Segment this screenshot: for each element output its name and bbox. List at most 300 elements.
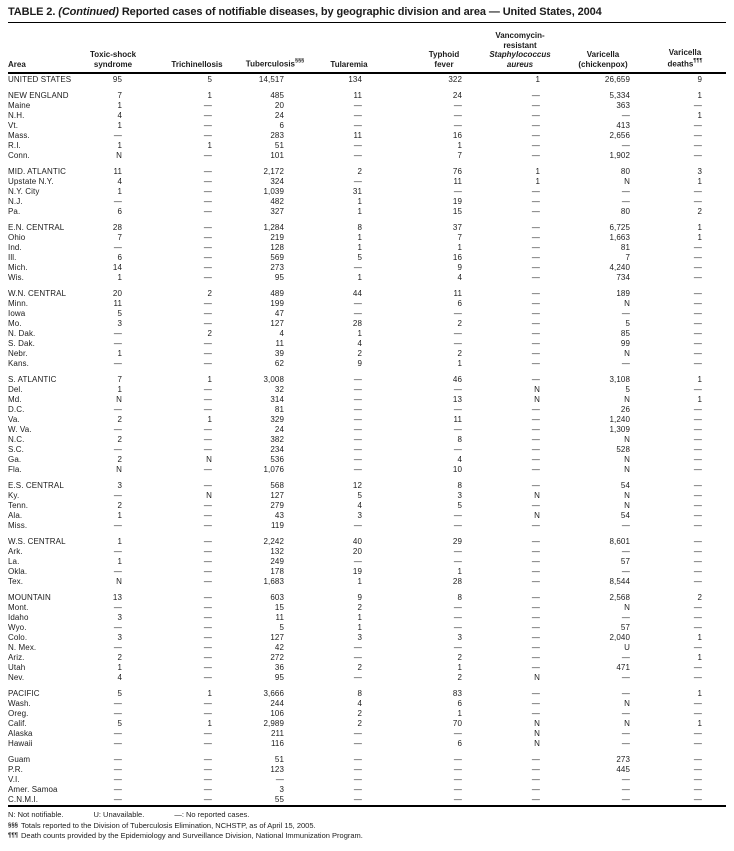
value-cell-vrsa: — bbox=[531, 785, 540, 794]
table-row bbox=[8, 643, 726, 653]
value-cell-typhoid: — bbox=[453, 613, 462, 622]
value-cell-typhoid: 1 bbox=[457, 243, 462, 252]
area-cell: MID. ATLANTIC bbox=[8, 167, 67, 176]
value-cell-vrsa: — bbox=[531, 633, 540, 642]
area-cell: Guam bbox=[8, 755, 31, 764]
value-cell-tular: 4 bbox=[357, 339, 362, 348]
value-cell-vdeaths: 1 bbox=[697, 91, 702, 100]
value-cell-tular: 44 bbox=[352, 289, 362, 298]
area-cell: W. Va. bbox=[8, 425, 32, 434]
value-cell-tular: 1 bbox=[357, 577, 362, 586]
value-cell-tss: 1 bbox=[117, 511, 122, 520]
value-cell-tss: 2 bbox=[117, 501, 122, 510]
value-cell-tular: 2 bbox=[357, 719, 362, 728]
value-cell-vdeaths: — bbox=[693, 557, 702, 566]
value-cell-tb: 6 bbox=[279, 121, 284, 130]
area-cell: Fla. bbox=[8, 465, 22, 474]
value-cell-varicella: 2,568 bbox=[609, 593, 630, 602]
value-cell-varicella: 1,902 bbox=[609, 151, 630, 160]
value-cell-tss: 2 bbox=[117, 435, 122, 444]
value-cell-vrsa: — bbox=[531, 253, 540, 262]
value-cell-typhoid: 8 bbox=[457, 481, 462, 490]
value-cell-tss: 11 bbox=[113, 167, 122, 176]
value-cell-typhoid: — bbox=[453, 309, 462, 318]
area-cell: Nev. bbox=[8, 673, 25, 682]
table-row bbox=[8, 233, 726, 243]
table-title-text: Reported cases of notifiable diseases, by geographic division and area — United States, 2004 bbox=[121, 6, 602, 18]
value-cell-varicella: 2,656 bbox=[609, 131, 630, 140]
value-cell-tular: — bbox=[353, 385, 362, 394]
table-row bbox=[8, 405, 726, 415]
value-cell-vrsa: — bbox=[531, 243, 540, 252]
value-cell-trich: — bbox=[203, 101, 212, 110]
value-cell-vrsa: — bbox=[531, 643, 540, 652]
value-cell-tular: — bbox=[353, 755, 362, 764]
area-cell: S. Dak. bbox=[8, 339, 35, 348]
value-cell-trich: 5 bbox=[207, 75, 212, 84]
footnote-tuberculosis-text: Totals reported to the Division of Tuberculosis Elimination, NCHSTP, as of April 15, 2005. bbox=[21, 820, 316, 830]
value-cell-vdeaths: 2 bbox=[697, 207, 702, 216]
value-cell-tss: 95 bbox=[112, 75, 122, 84]
value-cell-vrsa: — bbox=[531, 521, 540, 530]
value-cell-tb: 211 bbox=[270, 729, 284, 738]
value-cell-tular: 134 bbox=[348, 75, 362, 84]
value-cell-trich: — bbox=[203, 739, 212, 748]
value-cell-vrsa: — bbox=[531, 375, 540, 384]
area-cell: Ill. bbox=[8, 253, 17, 262]
footnote-tuberculosis bbox=[8, 821, 726, 832]
value-cell-varicella: — bbox=[621, 775, 630, 784]
area-cell: Conn. bbox=[8, 151, 30, 160]
value-cell-typhoid: 322 bbox=[448, 75, 462, 84]
value-cell-typhoid: — bbox=[453, 425, 462, 434]
value-cell-varicella: 3,108 bbox=[609, 375, 630, 384]
area-cell: N.H. bbox=[8, 111, 25, 120]
table-row bbox=[8, 299, 726, 309]
area-cell: P.R. bbox=[8, 765, 23, 774]
value-cell-tss: 14 bbox=[112, 263, 122, 272]
value-cell-tss: — bbox=[113, 359, 122, 368]
table-row bbox=[8, 709, 726, 719]
value-cell-typhoid: 24 bbox=[452, 91, 462, 100]
value-cell-tular: 28 bbox=[352, 319, 362, 328]
table-row bbox=[8, 729, 726, 739]
value-cell-vrsa: — bbox=[531, 465, 540, 474]
value-cell-tss: — bbox=[113, 405, 122, 414]
value-cell-trich: — bbox=[203, 537, 212, 546]
value-cell-varicella: 445 bbox=[616, 765, 630, 774]
value-cell-typhoid: 11 bbox=[453, 177, 462, 186]
value-cell-vrsa: — bbox=[531, 765, 540, 774]
value-cell-tular: 4 bbox=[357, 501, 362, 510]
table-row bbox=[8, 349, 726, 359]
value-cell-tb: 199 bbox=[270, 299, 284, 308]
value-cell-tb: 15 bbox=[274, 603, 284, 612]
table-row bbox=[8, 385, 726, 395]
value-cell-vdeaths: — bbox=[693, 795, 702, 804]
value-cell-trich: — bbox=[203, 709, 212, 718]
value-cell-tss: 6 bbox=[117, 253, 122, 262]
value-cell-typhoid: 5 bbox=[457, 501, 462, 510]
value-cell-vrsa: — bbox=[531, 197, 540, 206]
value-cell-tss: 2 bbox=[117, 653, 122, 662]
value-cell-typhoid: 4 bbox=[457, 273, 462, 282]
area-cell: N.Y. City bbox=[8, 187, 40, 196]
value-cell-tular: — bbox=[353, 415, 362, 424]
value-cell-tss: 1 bbox=[117, 537, 122, 546]
value-cell-typhoid: 16 bbox=[452, 253, 462, 262]
value-cell-typhoid: 19 bbox=[452, 197, 462, 206]
table-row bbox=[8, 319, 726, 329]
value-cell-tss: 1 bbox=[117, 663, 122, 672]
value-cell-trich: 1 bbox=[207, 689, 212, 698]
value-cell-tb: 95 bbox=[274, 273, 284, 282]
value-cell-varicella: — bbox=[621, 547, 630, 556]
value-cell-vrsa: — bbox=[531, 577, 540, 586]
value-cell-trich: — bbox=[203, 243, 212, 252]
value-cell-vdeaths: — bbox=[693, 567, 702, 576]
value-cell-typhoid: 2 bbox=[457, 349, 462, 358]
value-cell-tb: 489 bbox=[270, 289, 284, 298]
value-cell-tss: 3 bbox=[117, 481, 122, 490]
value-cell-trich: — bbox=[203, 359, 212, 368]
area-cell: Upstate N.Y. bbox=[8, 177, 54, 186]
area-cell: Ind. bbox=[8, 243, 22, 252]
area-cell: Md. bbox=[8, 395, 22, 404]
value-cell-varicella: — bbox=[621, 673, 630, 682]
value-cell-tss: 1 bbox=[117, 141, 122, 150]
table-row bbox=[8, 177, 726, 187]
value-cell-varicella: 7 bbox=[625, 253, 630, 262]
table-row bbox=[8, 131, 726, 141]
value-cell-tb: 101 bbox=[270, 151, 284, 160]
table-row bbox=[8, 223, 726, 233]
value-cell-tb: 36 bbox=[274, 663, 284, 672]
value-cell-varicella: 363 bbox=[616, 101, 630, 110]
value-cell-vrsa: — bbox=[531, 187, 540, 196]
value-cell-vdeaths: — bbox=[693, 339, 702, 348]
value-cell-tss: — bbox=[113, 197, 122, 206]
value-cell-typhoid: 11 bbox=[453, 289, 462, 298]
value-cell-trich: — bbox=[203, 481, 212, 490]
value-cell-tb: 3,666 bbox=[263, 689, 284, 698]
value-cell-trich: 1 bbox=[207, 141, 212, 150]
value-cell-vrsa: — bbox=[531, 557, 540, 566]
value-cell-vdeaths: — bbox=[693, 131, 702, 140]
value-cell-vdeaths: 1 bbox=[697, 653, 702, 662]
footnote-legend bbox=[8, 810, 726, 821]
value-cell-tular: 8 bbox=[357, 689, 362, 698]
value-cell-vdeaths: — bbox=[693, 547, 702, 556]
value-cell-typhoid: — bbox=[453, 643, 462, 652]
value-cell-varicella: — bbox=[621, 141, 630, 150]
value-cell-tb: 116 bbox=[270, 739, 284, 748]
value-cell-trich: 1 bbox=[207, 719, 212, 728]
value-cell-vrsa: — bbox=[531, 101, 540, 110]
value-cell-trich: — bbox=[203, 567, 212, 576]
value-cell-vdeaths: — bbox=[693, 121, 702, 130]
area-cell: Vt. bbox=[8, 121, 19, 130]
table-row bbox=[8, 141, 726, 151]
area-cell: Idaho bbox=[8, 613, 29, 622]
value-cell-varicella: 26 bbox=[620, 405, 630, 414]
value-cell-typhoid: 7 bbox=[457, 233, 462, 242]
value-cell-tular: — bbox=[353, 445, 362, 454]
area-cell: Wyo. bbox=[8, 623, 27, 632]
value-cell-vrsa: — bbox=[531, 299, 540, 308]
value-cell-vdeaths: — bbox=[693, 273, 702, 282]
value-cell-vdeaths: — bbox=[693, 673, 702, 682]
value-cell-trich: — bbox=[203, 765, 212, 774]
value-cell-tss: — bbox=[113, 699, 122, 708]
value-cell-tular: — bbox=[353, 557, 362, 566]
value-cell-tular: 11 bbox=[353, 131, 362, 140]
value-cell-vdeaths: — bbox=[693, 501, 702, 510]
area-cell: E.S. CENTRAL bbox=[8, 481, 64, 490]
table-title-continued: (Continued) bbox=[58, 6, 119, 18]
value-cell-trich: — bbox=[203, 775, 212, 784]
table-row bbox=[8, 273, 726, 283]
value-cell-vrsa: — bbox=[531, 425, 540, 434]
value-cell-vdeaths: — bbox=[693, 785, 702, 794]
value-cell-tb: 568 bbox=[270, 481, 284, 490]
value-cell-tb: 219 bbox=[270, 233, 284, 242]
area-cell: Alaska bbox=[8, 729, 33, 738]
value-cell-varicella: — bbox=[621, 795, 630, 804]
value-cell-trich: — bbox=[203, 405, 212, 414]
area-cell: R.I. bbox=[8, 141, 21, 150]
value-cell-varicella: N bbox=[624, 465, 630, 474]
value-cell-typhoid: — bbox=[453, 511, 462, 520]
value-cell-tular: 3 bbox=[357, 633, 362, 642]
value-cell-tular: — bbox=[353, 465, 362, 474]
column-header-varicella: Varicella (chickenpox) bbox=[578, 50, 628, 69]
area-cell: Wash. bbox=[8, 699, 31, 708]
value-cell-typhoid: 13 bbox=[452, 395, 462, 404]
value-cell-varicella: N bbox=[624, 395, 630, 404]
value-cell-trich: — bbox=[203, 263, 212, 272]
value-cell-tular: — bbox=[353, 375, 362, 384]
table-row bbox=[8, 557, 726, 567]
table-row bbox=[8, 455, 726, 465]
table-row bbox=[8, 795, 726, 806]
value-cell-tb: 327 bbox=[270, 207, 284, 216]
value-cell-tss: — bbox=[113, 243, 122, 252]
value-cell-typhoid: 6 bbox=[457, 739, 462, 748]
value-cell-varicella: 6,725 bbox=[609, 223, 630, 232]
value-cell-tular: — bbox=[353, 739, 362, 748]
value-cell-typhoid: 70 bbox=[452, 719, 462, 728]
table-row bbox=[8, 755, 726, 765]
value-cell-trich: — bbox=[203, 511, 212, 520]
value-cell-vdeaths: — bbox=[693, 603, 702, 612]
value-cell-trich: — bbox=[203, 623, 212, 632]
value-cell-trich: — bbox=[203, 111, 212, 120]
value-cell-tular: — bbox=[353, 425, 362, 434]
table-row bbox=[8, 415, 726, 425]
value-cell-tular: 1 bbox=[357, 329, 362, 338]
value-cell-tular: 20 bbox=[352, 547, 362, 556]
value-cell-varicella: 26,659 bbox=[604, 75, 630, 84]
value-cell-typhoid: 2 bbox=[457, 673, 462, 682]
value-cell-tb: 3,008 bbox=[263, 375, 284, 384]
value-cell-tb: 1,683 bbox=[263, 577, 284, 586]
value-cell-tss: 7 bbox=[117, 375, 122, 384]
area-cell: W.N. CENTRAL bbox=[8, 289, 67, 298]
value-cell-trich: N bbox=[206, 455, 212, 464]
value-cell-tular: 19 bbox=[352, 567, 362, 576]
value-cell-vrsa: — bbox=[531, 223, 540, 232]
value-cell-varicella: N bbox=[624, 435, 630, 444]
area-cell: Ark. bbox=[8, 547, 23, 556]
area-cell: Oreg. bbox=[8, 709, 29, 718]
value-cell-trich: — bbox=[203, 177, 212, 186]
value-cell-trich: — bbox=[203, 309, 212, 318]
value-cell-vdeaths: 1 bbox=[697, 375, 702, 384]
value-cell-varicella: 189 bbox=[616, 289, 630, 298]
value-cell-vdeaths: — bbox=[693, 405, 702, 414]
value-cell-varicella: 8,601 bbox=[609, 537, 630, 546]
value-cell-trich: — bbox=[203, 593, 212, 602]
value-cell-typhoid: — bbox=[453, 603, 462, 612]
value-cell-tb: 55 bbox=[274, 795, 284, 804]
value-cell-trich: — bbox=[203, 521, 212, 530]
value-cell-vrsa: — bbox=[531, 755, 540, 764]
table-row bbox=[8, 253, 726, 263]
value-cell-vdeaths: — bbox=[693, 537, 702, 546]
value-cell-vrsa: 1 bbox=[535, 75, 540, 84]
value-cell-vdeaths: 1 bbox=[697, 689, 702, 698]
value-cell-trich: — bbox=[203, 795, 212, 804]
legend-not-notifiable: N: Not notifiable. bbox=[8, 810, 64, 819]
area-cell: Nebr. bbox=[8, 349, 28, 358]
value-cell-varicella: — bbox=[621, 359, 630, 368]
value-cell-tb: 249 bbox=[270, 557, 284, 566]
value-cell-vrsa: — bbox=[531, 131, 540, 140]
value-cell-varicella: 54 bbox=[620, 481, 630, 490]
value-cell-tb: 314 bbox=[270, 395, 284, 404]
value-cell-tb: 178 bbox=[270, 567, 284, 576]
value-cell-trich: — bbox=[203, 501, 212, 510]
value-cell-tb: 11 bbox=[275, 339, 284, 348]
value-cell-tss: 7 bbox=[117, 91, 122, 100]
value-cell-vdeaths: — bbox=[693, 435, 702, 444]
value-cell-tss: — bbox=[113, 785, 122, 794]
value-cell-varicella: 1,240 bbox=[609, 415, 630, 424]
value-cell-tb: 569 bbox=[270, 253, 284, 262]
value-cell-tss: N bbox=[116, 465, 122, 474]
area-cell: Tex. bbox=[8, 577, 24, 586]
value-cell-typhoid: 3 bbox=[457, 491, 462, 500]
value-cell-trich: — bbox=[203, 785, 212, 794]
area-cell: Minn. bbox=[8, 299, 29, 308]
value-cell-tb: 1,076 bbox=[263, 465, 284, 474]
value-cell-varicella: 54 bbox=[620, 511, 630, 520]
value-cell-trich: — bbox=[203, 633, 212, 642]
area-cell: N. Mex. bbox=[8, 643, 37, 652]
value-cell-trich: — bbox=[203, 435, 212, 444]
value-cell-trich: N bbox=[206, 491, 212, 500]
value-cell-vrsa: N bbox=[534, 739, 540, 748]
value-cell-tular: — bbox=[353, 141, 362, 150]
value-cell-tb: 283 bbox=[270, 131, 284, 140]
table-row bbox=[8, 653, 726, 663]
value-cell-varicella: N bbox=[624, 455, 630, 464]
value-cell-varicella: N bbox=[624, 177, 630, 186]
column-header-tss: Toxic-shock syndrome bbox=[89, 50, 137, 69]
area-cell: Ala. bbox=[8, 511, 23, 520]
value-cell-vdeaths: — bbox=[693, 755, 702, 764]
value-cell-vdeaths: — bbox=[693, 309, 702, 318]
value-cell-typhoid: — bbox=[453, 339, 462, 348]
value-cell-vdeaths: 1 bbox=[697, 633, 702, 642]
value-cell-trich: 2 bbox=[207, 289, 212, 298]
value-cell-tb: 62 bbox=[274, 359, 284, 368]
value-cell-vrsa: — bbox=[531, 349, 540, 358]
value-cell-trich: — bbox=[203, 131, 212, 140]
value-cell-vrsa: — bbox=[531, 263, 540, 272]
value-cell-tular: — bbox=[353, 765, 362, 774]
value-cell-tb: 3 bbox=[279, 785, 284, 794]
table-row bbox=[8, 309, 726, 319]
value-cell-vdeaths: — bbox=[693, 729, 702, 738]
value-cell-tb: 4 bbox=[279, 329, 284, 338]
area-cell: Utah bbox=[8, 663, 26, 672]
value-cell-typhoid: 16 bbox=[452, 131, 462, 140]
value-cell-tss: 4 bbox=[117, 111, 122, 120]
value-cell-typhoid: 29 bbox=[452, 537, 462, 546]
area-cell: Wis. bbox=[8, 273, 24, 282]
table-row bbox=[8, 501, 726, 511]
value-cell-vdeaths: 1 bbox=[697, 223, 702, 232]
area-cell: NEW ENGLAND bbox=[8, 91, 69, 100]
value-cell-tular: — bbox=[353, 101, 362, 110]
value-cell-trich: — bbox=[203, 385, 212, 394]
value-cell-vrsa: — bbox=[531, 273, 540, 282]
value-cell-tb: 127 bbox=[270, 319, 284, 328]
value-cell-vdeaths: — bbox=[693, 491, 702, 500]
value-cell-tss: — bbox=[113, 567, 122, 576]
value-cell-tb: 603 bbox=[270, 593, 284, 602]
value-cell-tss: — bbox=[113, 623, 122, 632]
table-row bbox=[8, 663, 726, 673]
value-cell-vdeaths: — bbox=[693, 141, 702, 150]
value-cell-tb: 2,172 bbox=[263, 167, 284, 176]
value-cell-varicella: U bbox=[624, 643, 630, 652]
value-cell-tss: 1 bbox=[117, 187, 122, 196]
value-cell-tss: 1 bbox=[117, 273, 122, 282]
value-cell-tss: — bbox=[113, 445, 122, 454]
table-row bbox=[8, 339, 726, 349]
table-row bbox=[8, 765, 726, 775]
value-cell-tss: 4 bbox=[117, 177, 122, 186]
value-cell-tb: 51 bbox=[274, 755, 284, 764]
value-cell-tss: — bbox=[113, 521, 122, 530]
value-cell-tular: — bbox=[353, 151, 362, 160]
area-cell: W.S. CENTRAL bbox=[8, 537, 66, 546]
table-row bbox=[8, 623, 726, 633]
value-cell-tular: 1 bbox=[357, 243, 362, 252]
value-cell-tular: — bbox=[353, 673, 362, 682]
value-cell-varicella: 81 bbox=[620, 243, 630, 252]
area-cell: N. Dak. bbox=[8, 329, 36, 338]
value-cell-vdeaths: — bbox=[693, 455, 702, 464]
value-cell-vrsa: N bbox=[534, 673, 540, 682]
value-cell-tb: 273 bbox=[270, 263, 284, 272]
value-cell-vrsa: — bbox=[531, 709, 540, 718]
value-cell-tss: 1 bbox=[117, 557, 122, 566]
value-cell-tb: 106 bbox=[270, 709, 284, 718]
